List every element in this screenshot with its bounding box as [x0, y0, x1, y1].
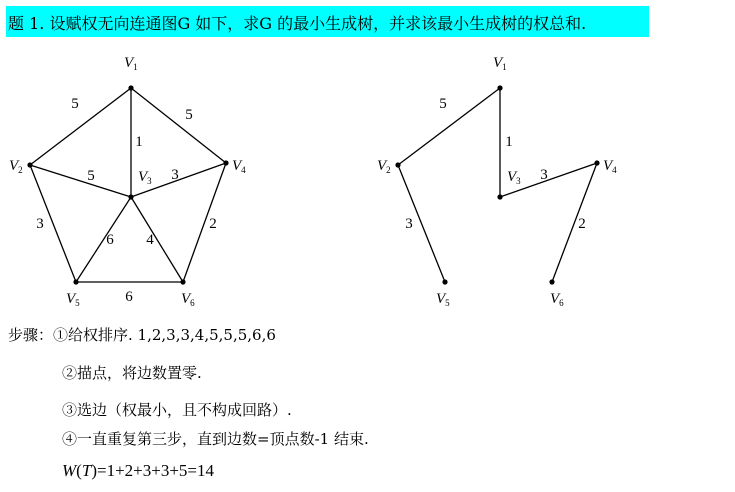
- vertex-v2: [27, 162, 32, 167]
- original-graph: [9, 55, 246, 308]
- vertex-label-v6: $V_6$: [181, 291, 195, 308]
- edge-v3-v5: [76, 197, 131, 282]
- vertex-label-v6: $V_6$: [550, 291, 564, 308]
- vertex-label-v4: $V_4$: [603, 158, 617, 175]
- formula-w: W: [62, 461, 77, 480]
- edge-weight-label: 1: [505, 134, 513, 150]
- edge-weight-label: 5: [87, 168, 95, 184]
- edge-weight-label: 2: [209, 216, 217, 232]
- vertex-label-v5: $V_5$: [66, 291, 80, 308]
- vertex-label-v2: $V_2$: [9, 158, 23, 175]
- step-2-plot-vertices: ②描点，将边数置零.: [62, 364, 202, 382]
- edge-v3-v6: [131, 197, 183, 282]
- step-4-repeat: ④一直重复第三步，直到边数=顶点数-1 结束.: [62, 430, 369, 448]
- formula-t: T: [81, 461, 92, 480]
- vertex-v4: [223, 160, 228, 165]
- vertex-label-v2: $V_2$: [377, 158, 391, 175]
- vertex-v4: [594, 160, 599, 165]
- vertex-v5: [442, 279, 447, 284]
- edge-v2-v3: [30, 165, 131, 197]
- vertex-v3: [128, 194, 133, 199]
- minimum-spanning-tree-graph: [377, 55, 617, 308]
- total-weight-formula: W(T)=1+2+3+3+5=14: [62, 461, 215, 480]
- edge-weight-label: 1: [135, 134, 143, 150]
- vertex-v2: [395, 162, 400, 167]
- vertex-label-v3: $V_3$: [138, 169, 152, 186]
- vertex-label-v3: $V_3$: [507, 169, 521, 186]
- formula-sum: =1+2+3+3+5=14: [96, 461, 215, 480]
- edge-v1-v2: [398, 88, 500, 165]
- edge-weight-label: 4: [146, 232, 154, 248]
- edge-weight-label: 5: [71, 96, 79, 112]
- problem-title: 题 1. 设赋权无向连通图G 如下，求G 的最小生成树，并求该最小生成树的权总和.: [8, 14, 587, 33]
- edge-v1-v2: [30, 88, 131, 165]
- vertex-label-v4: $V_4$: [232, 158, 246, 175]
- vertex-v6: [549, 279, 554, 284]
- edge-weight-label: 5: [439, 96, 447, 112]
- step-1-sort-weights: 步骤：①给权排序. 1,2,3,3,4,5,5,5,6,6: [8, 326, 276, 344]
- edge-v4-v6: [183, 163, 226, 282]
- edge-weight-label: 3: [171, 167, 179, 183]
- edge-weight-label: 3: [36, 216, 44, 232]
- vertex-v1: [497, 85, 502, 90]
- edge-weight-label: 2: [578, 216, 586, 232]
- vertex-label-v1: $V_1$: [124, 55, 138, 72]
- edge-v4-v6: [552, 163, 597, 282]
- vertex-v3: [497, 194, 502, 199]
- vertex-v1: [128, 85, 133, 90]
- edge-v1-v4: [131, 88, 226, 163]
- edge-weight-label: 3: [405, 216, 413, 232]
- edge-weight-label: 6: [125, 289, 133, 305]
- step-3-select-edge: ③选边（权最小，且不构成回路）.: [62, 401, 292, 419]
- vertex-label-v5: $V_5$: [436, 291, 450, 308]
- edge-weight-label: 6: [106, 232, 114, 248]
- vertex-v5: [73, 279, 78, 284]
- edge-weight-label: 5: [185, 107, 193, 123]
- vertex-label-v1: $V_1$: [493, 55, 507, 72]
- vertex-v6: [180, 279, 185, 284]
- edge-weight-label: 3: [540, 167, 548, 183]
